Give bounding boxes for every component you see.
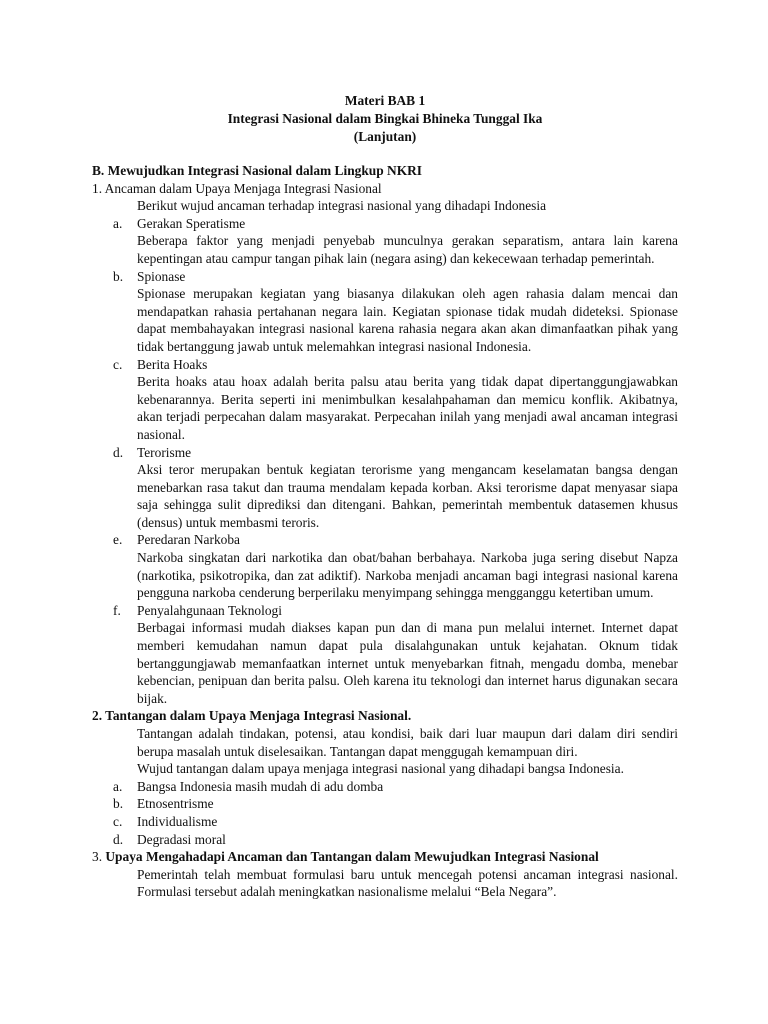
document-header — [92, 92, 678, 146]
list-marker: c. — [113, 813, 123, 829]
threat-title: Penyalahgunaan Teknologi — [137, 602, 282, 618]
header-line-2: Integrasi Nasional dalam Bingkai Bhineka Tunggal Ika — [227, 111, 543, 126]
list-marker: b. — [113, 796, 124, 812]
subsection-1 — [92, 180, 678, 708]
challenge-text: Degradasi moral — [137, 831, 226, 847]
threat-title: Peredaran Narkoba — [137, 532, 240, 548]
list-marker: a. — [113, 215, 123, 231]
threat-body: Beberapa faktor yang menjadi penyebab munculnya gerakan separatism, antara lain karena kepentingan atau campur tangan pihak lain (negara asing) dan kekecewaan terhadap pemerintah. — [137, 233, 678, 266]
challenge-text: Individualisme — [137, 813, 218, 829]
subsection-2-heading — [92, 707, 678, 725]
subsection-3-number: 3. — [92, 849, 106, 865]
threat-body: Narkoba singkatan dari narkotika dan obat/bahan berbahaya. Narkoba juga sering disebut Napza (narkotika, psikotropika, dan zat adiktif). Narkoba menjadi ancaman bagi integrasi nasional karena pengguna narkoba cenderung berperilaku menyimpang sehingga mengganggu ketertiban umum. — [137, 550, 678, 601]
subsection-2-number: 2 — [92, 708, 99, 724]
threat-item-b — [92, 268, 678, 356]
threat-body: Berbagai informasi mudah diakses kapan pun dan di mana pun melalui internet. Internet dapat memberi kemudahan namun dapat pula disalahgunakan untuk kejahatan. Oknum tidak bertanggungjawab memanfaatkan internet untuk menyebarkan fitnah, mengadu domba, menebar kebencian, penipuan dan berita palsu. Oleh karena itu teknologi dan internet harus digunakan secara bijak. — [137, 620, 678, 706]
threat-title: Terorisme — [137, 444, 192, 460]
subsection-2-title: . Tantangan dalam Upaya Menjaga Integrasi Nasional. — [98, 708, 412, 724]
challenge-text: Etnosentrisme — [137, 796, 214, 812]
list-marker: d. — [113, 444, 124, 460]
threat-title: Berita Hoaks — [137, 356, 208, 372]
section-b-title: B. Mewujudkan Integrasi Nasional dalam Lingkup NKRI — [92, 163, 423, 178]
list-marker: f. — [113, 602, 121, 618]
subsection-2 — [92, 707, 678, 848]
challenge-item-d — [92, 831, 678, 849]
threat-title: Spionase — [137, 268, 186, 284]
list-marker: c. — [113, 356, 123, 372]
threat-title: Gerakan Speratisme — [137, 215, 246, 231]
challenge-text: Bangsa Indonesia masih mudah di adu domba — [137, 778, 384, 794]
threat-item-d — [92, 444, 678, 532]
subsection-1-heading: 1. Ancaman dalam Upaya Menjaga Integrasi Nasional — [92, 180, 382, 196]
list-marker: d. — [113, 831, 124, 847]
subsection-3 — [92, 848, 678, 901]
subsection-3-heading — [92, 848, 678, 866]
list-marker: e. — [113, 532, 123, 548]
header-line-3: (Lanjutan) — [353, 129, 417, 144]
challenge-item-b — [92, 795, 678, 813]
challenge-item-a — [92, 778, 678, 796]
threat-item-f — [92, 602, 678, 708]
list-marker: b. — [113, 268, 124, 284]
threat-item-e — [92, 531, 678, 601]
threat-body: Aksi teror merupakan bentuk kegiatan terorisme yang mengancam keselamatan bangsa dengan menebarkan rasa takut dan trauma mendalam kepada korban. Aksi terorisme dapat menyasar siapa saja sehingga sulit diprediksi dan ditengani. Bahkan, pemerintah membentuk datasemen khusus (densus) untuk membasmi teroris. — [137, 462, 678, 530]
subsection-2-paragraph-1: Tantangan adalah tindakan, potensi, atau kondisi, baik dari luar maupun dari dalam diri sendiri berupa masalah untuk diselesaikan. Tantangan dapat menggugah kemampuan diri. — [137, 726, 678, 759]
header-line-1: Materi BAB 1 — [344, 93, 426, 108]
subsection-2-paragraph-2: Wujud tantangan dalam upaya menjaga integrasi nasional yang dihadapi bangsa Indonesia. — [137, 761, 624, 777]
threat-item-c — [92, 356, 678, 444]
subsection-3-title: Upaya Mengahadapi Ancaman dan Tantangan dalam Mewujudkan Integrasi Nasional — [105, 849, 599, 865]
subsection-1-intro: Berikut wujud ancaman terhadap integrasi nasional yang dihadapi Indonesia — [137, 198, 547, 214]
subsection-3-paragraph-1: Pemerintah telah membuat formulasi baru untuk mencegah potensi ancaman integrasi nasional. Formulasi tersebut adalah meningkatkan nasionalisme melalui “Bela Negara”. — [137, 866, 678, 900]
challenge-item-c — [92, 813, 678, 831]
list-marker: a. — [113, 778, 123, 794]
threat-body: Berita hoaks atau hoax adalah berita palsu atau berita yang tidak dapat dipertanggungjawabkan kebenarannya. Berita seperti ini menimbulkan kesalahpahaman dan memicu konflik. Akibatnya, akan terjadi perpecahan dalam masyarakat. Perpecahan inilah yang menjadi awal ancaman integrasi nasional. — [137, 374, 678, 442]
threat-item-a — [92, 215, 678, 268]
threat-body: Spionase merupakan kegiatan yang biasanya dilakukan oleh agen rahasia dalam mencai dan mendapatkan rahasia pertahanan negara lain. Kegiatan spionase tidak mudah dideteksi. Spionase dapat membahayakan integrasi nasional karena rahasia negara akan akan dimanfaatkan pihak yang tidak bertanggung jawab untuk melemahkan integrasi nasional Indonesia. — [137, 286, 678, 354]
